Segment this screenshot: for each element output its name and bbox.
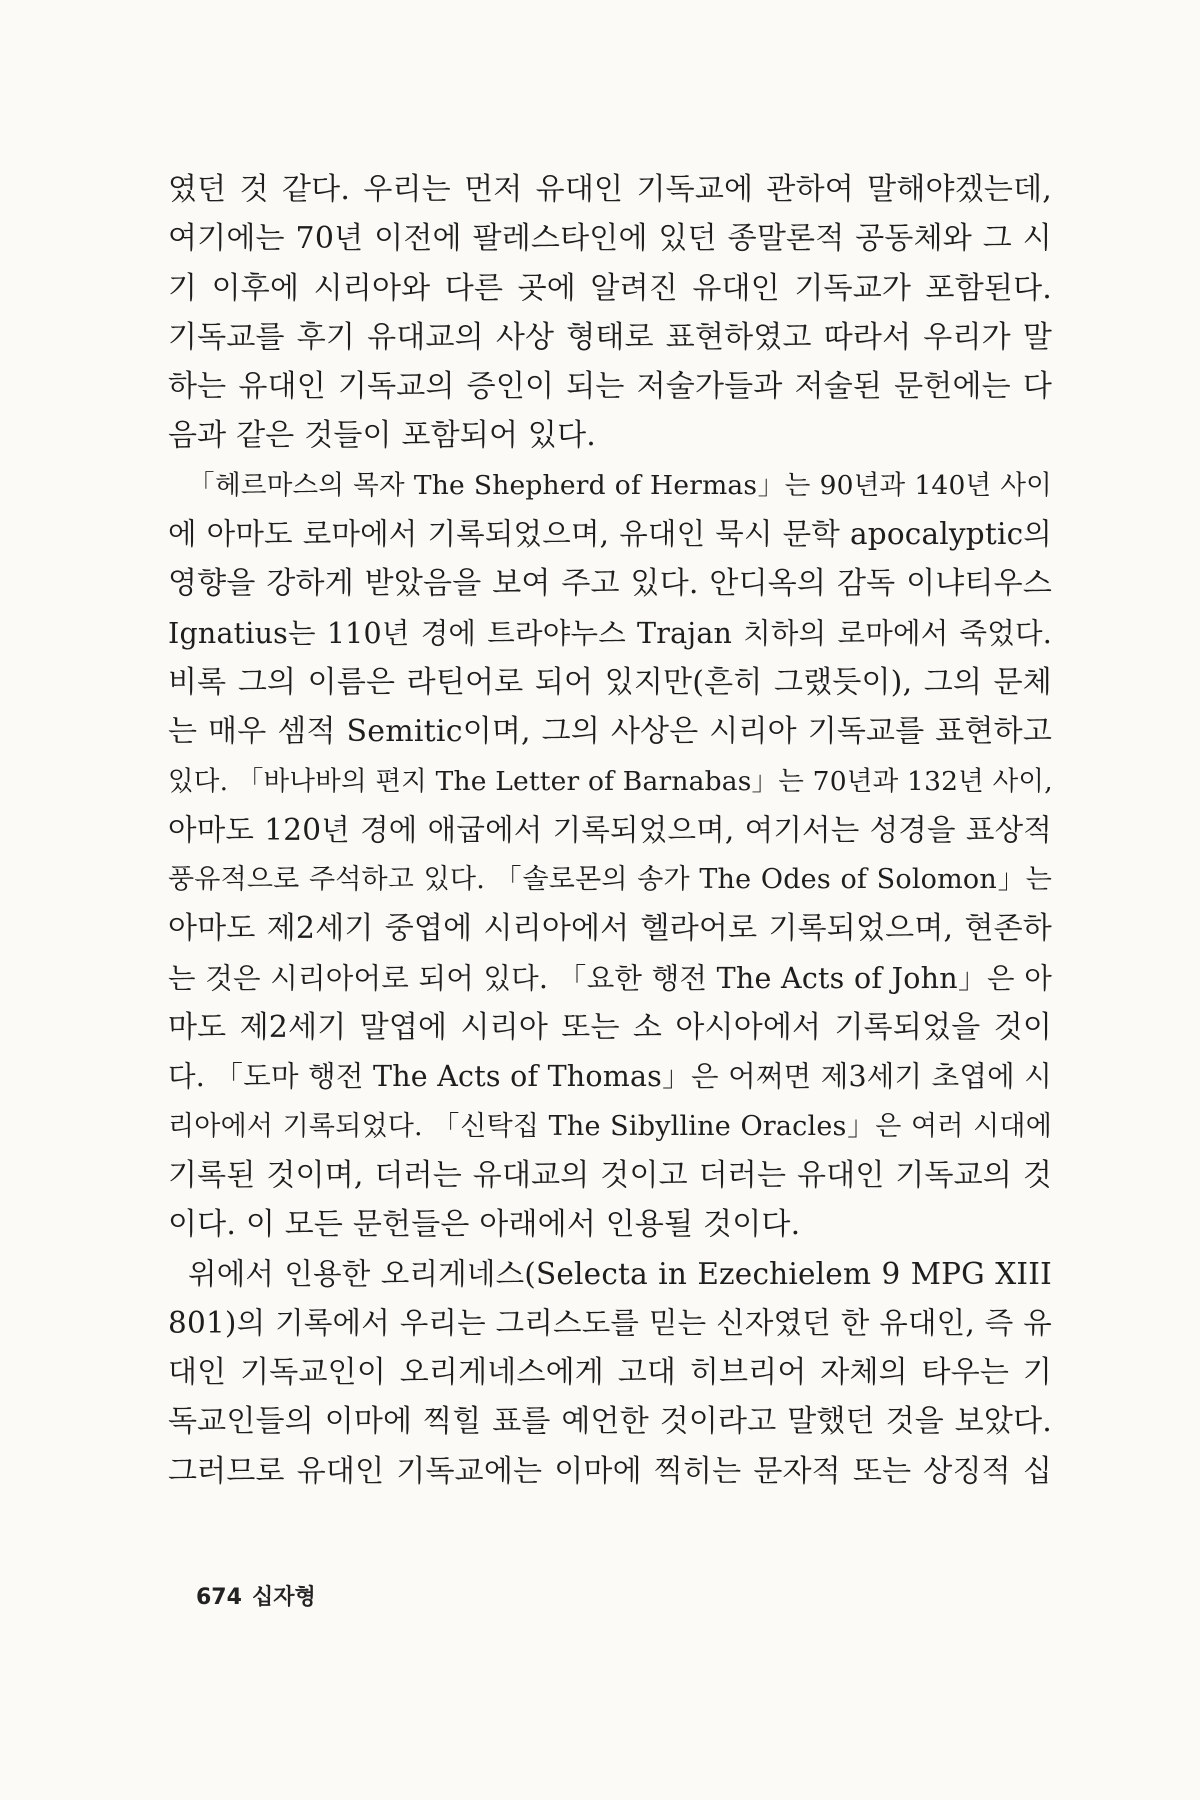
text-line: 마도 제2세기 말엽에 시리아 또는 소 아시아에서 기록되었을 것이 (168, 1010, 1052, 1046)
text-line: 하는 유대인 기독교의 증인이 되는 저술가들과 저술된 문헌에는 다 (168, 369, 1052, 405)
text-line: 독교인들의 이마에 찍힐 표를 예언한 것이라고 말했던 것을 보았다. (168, 1404, 1052, 1440)
text-line: 801)의 기록에서 우리는 그리스도를 믿는 신자였던 한 유대인, 즉 유 (168, 1305, 1052, 1340)
text-line: 비록 그의 이름은 라틴어로 되어 있지만(흔히 그랬듯이), 그의 문체 (168, 664, 1052, 700)
text-line: 는 것은 시리아어로 되어 있다. 「요한 행전 The Acts of John」은 아 (168, 961, 1052, 995)
text-line: 위에서 인용한 오리게네스(Selecta in Ezechielem 9 MPG XIII (188, 1256, 1052, 1291)
text-line: 영향을 강하게 받았음을 보여 주고 있다. 안디옥의 감독 이냐티우스 (168, 566, 1052, 602)
text-line: Ignatius는 110년 경에 트라야누스 Trajan 치하의 로마에서 죽었다. (168, 616, 1052, 650)
page-footer (196, 1580, 326, 1611)
text-line: 「헤르마스의 목자 The Shepherd of Hermas」는 90년과 140년 사이 (188, 469, 1052, 501)
text-line: 이다. 이 모든 문헌들은 아래에서 인용될 것이다. (168, 1207, 801, 1243)
page-number: 674 (196, 1585, 242, 1610)
text-line: 였던 것 같다. 우리는 먼저 유대인 기독교에 관하여 말해야겠는데, (168, 172, 1052, 207)
text-line: 기록된 것이며, 더러는 유대교의 것이고 더러는 유대인 기독교의 것 (168, 1157, 1052, 1193)
text-line: 풍유적으로 주석하고 있다. 「솔로몬의 송가 The Odes of Solomon」는 (168, 864, 1052, 896)
text-line: 다. 「도마 행전 The Acts of Thomas」은 어쩌면 제3세기 초엽에 시 (168, 1060, 1052, 1094)
text-line: 리아에서 기록되었다. 「신탁집 The Sibylline Oracles」은 여러 시대에 (168, 1110, 1052, 1142)
text-line: 기독교를 후기 유대교의 사상 형태로 표현하였고 따라서 우리가 말 (168, 319, 1052, 355)
body-text (168, 165, 1052, 1496)
text-line: 그러므로 유대인 기독교에는 이마에 찍히는 문자적 또는 상징적 십 (168, 1453, 1052, 1489)
text-line: 아마도 제2세기 중엽에 시리아에서 헬라어로 기록되었으며, 현존하 (168, 911, 1052, 947)
text-line: 대인 기독교인이 오리게네스에게 고대 히브리어 자체의 타우는 기 (168, 1355, 1052, 1391)
text-line: 기 이후에 시리아와 다른 곳에 알려진 유대인 기독교가 포함된다. (168, 270, 1052, 306)
text-line: 있다. 「바나바의 편지 The Letter of Barnabas」는 70년과 132년 사이, (168, 765, 1053, 797)
text-line: 에 아마도 로마에서 기록되었으며, 유대인 묵시 문학 apocalyptic의 (168, 517, 1052, 552)
text-line: 여기에는 70년 이전에 팔레스타인에 있던 종말론적 공동체와 그 시 (168, 221, 1052, 257)
text-line: 는 매우 셈적 Semitic이며, 그의 사상은 시리아 기독교를 표현하고 (168, 714, 1052, 750)
text-line: 아마도 120년 경에 애굽에서 기록되었으며, 여기서는 성경을 표상적 (168, 812, 1052, 847)
running-title: 십자형 (251, 1585, 316, 1610)
text-line: 음과 같은 것들이 포함되어 있다. (168, 418, 597, 454)
